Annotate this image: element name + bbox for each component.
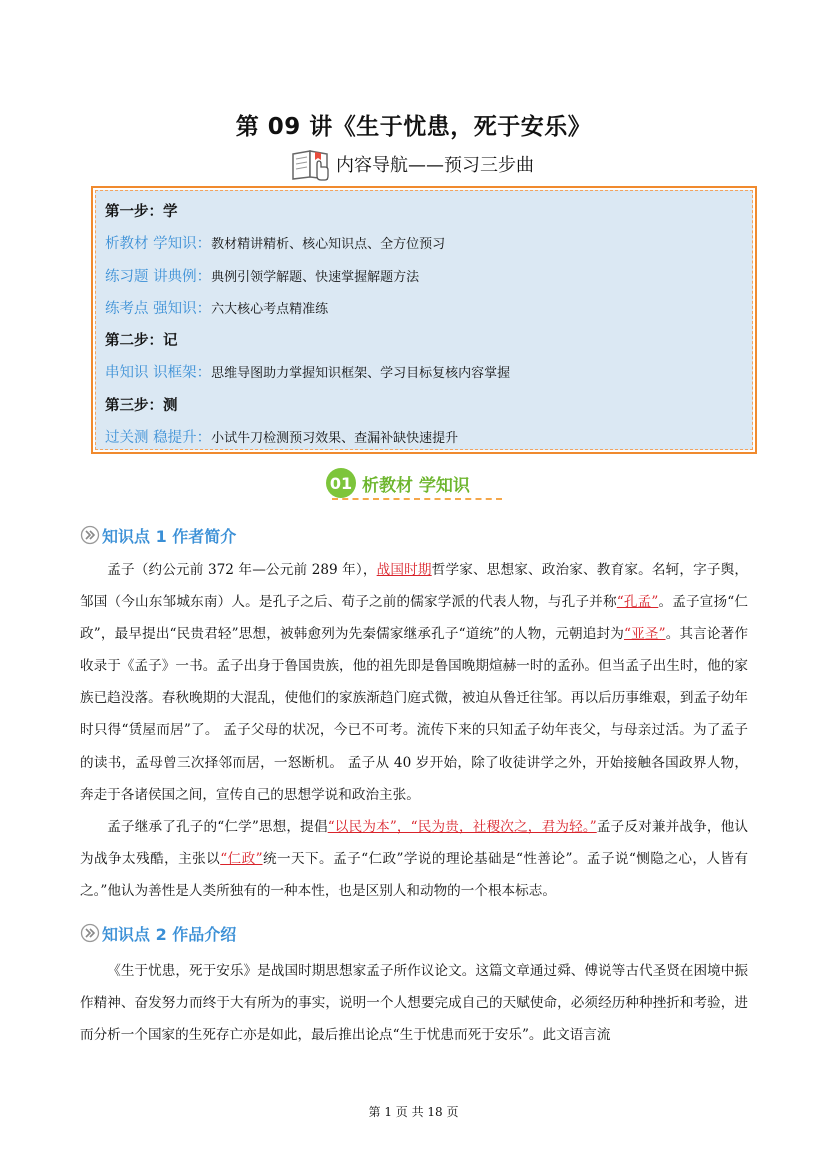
highlight-text: “以民为本”，“民为贵，社稷次之，君为轻。” <box>327 818 597 835</box>
paragraph <box>80 554 748 811</box>
section-label: 析教材 学知识 <box>362 475 470 496</box>
work-intro-section <box>80 955 748 1051</box>
step-row <box>105 261 743 293</box>
highlight-text: “亚圣” <box>624 626 666 643</box>
double-chevron-icon <box>80 525 100 545</box>
step-one-heading: 第一步：学 <box>105 204 178 220</box>
paragraph: 《生于忧患，死于安乐》是战国时期思想家孟子所作议论文。这篇文章通过舜、傅说等古代圣贤在困境中振作精神、奋发努力而终于大有所为的事实，说明一个人想要完成自己的天赋使命，必须经历种种挫折和考验，进而分析一个国家的生死存亡亦是如此，最后推出论点“生于忧患而死于安乐”。此文语言流 <box>80 963 748 1044</box>
step-row-text: 教材精讲精析、核心知识点、全方位预习 <box>211 237 446 253</box>
step-row-label: 串知识 识框架： <box>105 365 212 382</box>
knowledge-point-1-heading <box>80 523 236 547</box>
steps-box <box>91 186 757 454</box>
page-title: 第 09 讲《生于忧患，死于安乐》 <box>235 114 592 140</box>
section-badge <box>326 466 470 500</box>
step-row-label: 过关测 稳提升： <box>105 430 212 447</box>
step-row <box>105 357 743 389</box>
nav-title-text: 内容导航——预习三步曲 <box>336 155 534 176</box>
section-number: 01 <box>326 468 356 498</box>
text: 孟子继承了孔子的“仁学”思想，提倡 <box>107 818 328 835</box>
highlight-text: “仁政” <box>220 850 263 867</box>
text: 孟子反对兼并战争，他认为战争太残酷，主张以 <box>80 818 749 867</box>
knowledge-point-2-heading <box>80 921 236 945</box>
step-row-label: 析教材 学知识： <box>105 236 212 253</box>
page-footer: 第 1 页 共 18 页 <box>368 1105 459 1119</box>
knowledge-point-label: 知识点 1 作者简介 <box>102 526 237 546</box>
step-row-text: 六大核心考点精准练 <box>211 301 329 317</box>
step-two-heading: 第二步：记 <box>105 333 178 350</box>
step-row <box>105 422 743 454</box>
step-row <box>105 228 743 260</box>
highlight-text: “孔孟” <box>616 594 659 611</box>
content-nav-heading <box>290 146 534 182</box>
step-row-text: 小试牛刀检测预习效果、查漏补缺快速提升 <box>211 431 459 447</box>
book-icon <box>290 146 334 182</box>
step-row-label: 练习题 讲典例： <box>105 268 212 285</box>
paragraph <box>80 811 748 907</box>
step-row-label: 练考点 强知识： <box>105 300 212 317</box>
section-underline <box>332 498 502 500</box>
text: 哲学家、思想家、政治家、教育家。名轲，字子舆，邹国（今山东邹城东南）人。是孔子之后、荀子之前的儒家学派的代表人物，与孔子并称 <box>80 562 749 611</box>
text: 。其言论著作收录于《孟子》一书。孟子出身于鲁国贵族，他的祖先即是鲁国晚期煊赫一时的孟孙。但当孟子出生时，他的家族已趋没落。春秋晚期的大混乱，使他们的家族渐趋门庭式微，被迫从鲁迁往邹。再以后历事维艰，到孟子幼年时只得“赁屋而居”了。 孟子父母的状况，今已不可考。流传下来的只知孟子幼年丧父，与母亲过活。为了孟子的读书，孟母曾三次择邻而居，一怒断机。 孟子从 40 岁开始，除了收徒讲学之外，开始接触各国政界人物，奔走于各诸侯国之间，宣传自己的思想学说和政治主张。 <box>80 626 749 803</box>
step-row-text: 典例引领学解题、快速掌握解题方法 <box>211 269 420 285</box>
step-row <box>105 293 743 325</box>
knowledge-point-label: 知识点 2 作品介绍 <box>102 924 237 944</box>
step-row-text: 思维导图助力掌握知识框架、学习目标复核内容掌握 <box>211 366 511 382</box>
author-intro-section <box>80 554 748 907</box>
text: 统一天下。孟子“仁政”学说的理论基础是“性善论”。孟子说“恻隐之心，人皆有之。”他认为善性是人类所独有的一种本性，也是区别人和动物的一个根本标志。 <box>80 850 749 899</box>
highlight-text: 战国时期 <box>376 562 432 578</box>
double-chevron-icon <box>80 923 100 943</box>
step-three-heading: 第三步：测 <box>105 397 178 414</box>
text: 。孟子宣扬“仁政”，最早提出“民贵君轻”思想，被韩愈列为先秦儒家继承孔子“道统”的人物，元朝追封为 <box>80 594 749 643</box>
text: 孟子（约公元前 372 年—公元前 289 年）， <box>107 562 377 578</box>
